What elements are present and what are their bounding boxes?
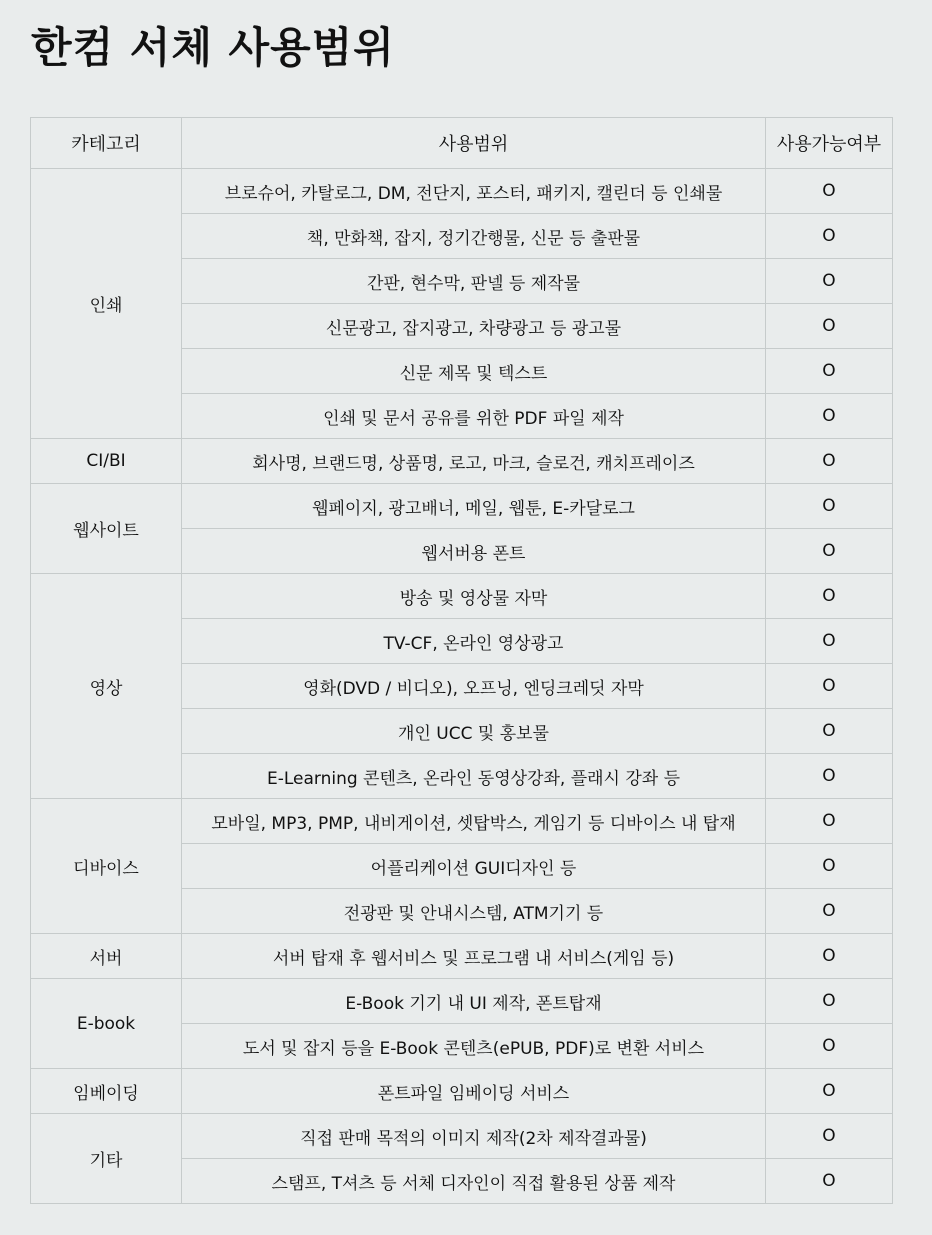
usage-table	[30, 117, 893, 1204]
allowed-cell: O	[766, 1114, 893, 1159]
allowed-cell: O	[766, 1024, 893, 1069]
scope-cell: 회사명, 브랜드명, 상품명, 로고, 마크, 슬로건, 캐치프레이즈	[182, 439, 766, 484]
scope-cell: 폰트파일 임베이딩 서비스	[182, 1069, 766, 1114]
category-cell: 영상	[31, 574, 182, 799]
scope-cell: 웹페이지, 광고배너, 메일, 웹툰, E-카달로그	[182, 484, 766, 529]
category-cell: 웹사이트	[31, 484, 182, 574]
category-cell: E-book	[31, 979, 182, 1069]
scope-cell: 웹서버용 폰트	[182, 529, 766, 574]
scope-cell: 영화(DVD / 비디오), 오프닝, 엔딩크레딧 자막	[182, 664, 766, 709]
allowed-cell: O	[766, 169, 893, 214]
scope-cell: 간판, 현수막, 판넬 등 제작물	[182, 259, 766, 304]
scope-cell: 책, 만화책, 잡지, 정기간행물, 신문 등 출판물	[182, 214, 766, 259]
scope-cell: 인쇄 및 문서 공유를 위한 PDF 파일 제작	[182, 394, 766, 439]
table-row	[31, 934, 893, 979]
scope-cell: 브로슈어, 카탈로그, DM, 전단지, 포스터, 패키지, 캘린더 등 인쇄물	[182, 169, 766, 214]
header-category: 카테고리	[31, 118, 182, 169]
table-row	[31, 979, 893, 1024]
allowed-cell: O	[766, 709, 893, 754]
allowed-cell: O	[766, 304, 893, 349]
allowed-cell: O	[766, 754, 893, 799]
scope-cell: 서버 탑재 후 웹서비스 및 프로그램 내 서비스(게임 등)	[182, 934, 766, 979]
scope-cell: 전광판 및 안내시스템, ATM기기 등	[182, 889, 766, 934]
scope-cell: E-Learning 콘텐츠, 온라인 동영상강좌, 플래시 강좌 등	[182, 754, 766, 799]
allowed-cell: O	[766, 619, 893, 664]
allowed-cell: O	[766, 889, 893, 934]
table-row	[31, 1114, 893, 1159]
allowed-cell: O	[766, 439, 893, 484]
scope-cell: 신문 제목 및 텍스트	[182, 349, 766, 394]
category-cell: 인쇄	[31, 169, 182, 439]
category-cell: 기타	[31, 1114, 182, 1204]
category-cell: 임베이딩	[31, 1069, 182, 1114]
scope-cell: 개인 UCC 및 홍보물	[182, 709, 766, 754]
table-row	[31, 484, 893, 529]
scope-cell: TV-CF, 온라인 영상광고	[182, 619, 766, 664]
allowed-cell: O	[766, 484, 893, 529]
table-row	[31, 574, 893, 619]
allowed-cell: O	[766, 934, 893, 979]
table-body	[31, 169, 893, 1204]
scope-cell: 어플리케이션 GUI디자인 등	[182, 844, 766, 889]
scope-cell: 신문광고, 잡지광고, 차량광고 등 광고물	[182, 304, 766, 349]
page-title: 한컴 서체 사용범위	[31, 23, 395, 72]
scope-cell: 스탬프, T셔츠 등 서체 디자인이 직접 활용된 상품 제작	[182, 1159, 766, 1204]
allowed-cell: O	[766, 574, 893, 619]
category-cell: 디바이스	[31, 799, 182, 934]
allowed-cell: O	[766, 799, 893, 844]
allowed-cell: O	[766, 259, 893, 304]
scope-cell: 모바일, MP3, PMP, 내비게이션, 셋탑박스, 게임기 등 디바이스 내 탑재	[182, 799, 766, 844]
scope-cell: 도서 및 잡지 등을 E-Book 콘텐츠(ePUB, PDF)로 변환 서비스	[182, 1024, 766, 1069]
table-header-row	[31, 118, 893, 169]
header-allowed: 사용가능여부	[766, 118, 893, 169]
allowed-cell: O	[766, 394, 893, 439]
header-scope: 사용범위	[182, 118, 766, 169]
scope-cell: 방송 및 영상물 자막	[182, 574, 766, 619]
table-row	[31, 1069, 893, 1114]
allowed-cell: O	[766, 214, 893, 259]
allowed-cell: O	[766, 529, 893, 574]
table-row	[31, 799, 893, 844]
allowed-cell: O	[766, 1069, 893, 1114]
category-cell: CI/BI	[31, 439, 182, 484]
allowed-cell: O	[766, 349, 893, 394]
scope-cell: E-Book 기기 내 UI 제작, 폰트탑재	[182, 979, 766, 1024]
scope-cell: 직접 판매 목적의 이미지 제작(2차 제작결과물)	[182, 1114, 766, 1159]
table-row	[31, 439, 893, 484]
allowed-cell: O	[766, 844, 893, 889]
category-cell: 서버	[31, 934, 182, 979]
allowed-cell: O	[766, 1159, 893, 1204]
table-row	[31, 169, 893, 214]
allowed-cell: O	[766, 979, 893, 1024]
allowed-cell: O	[766, 664, 893, 709]
